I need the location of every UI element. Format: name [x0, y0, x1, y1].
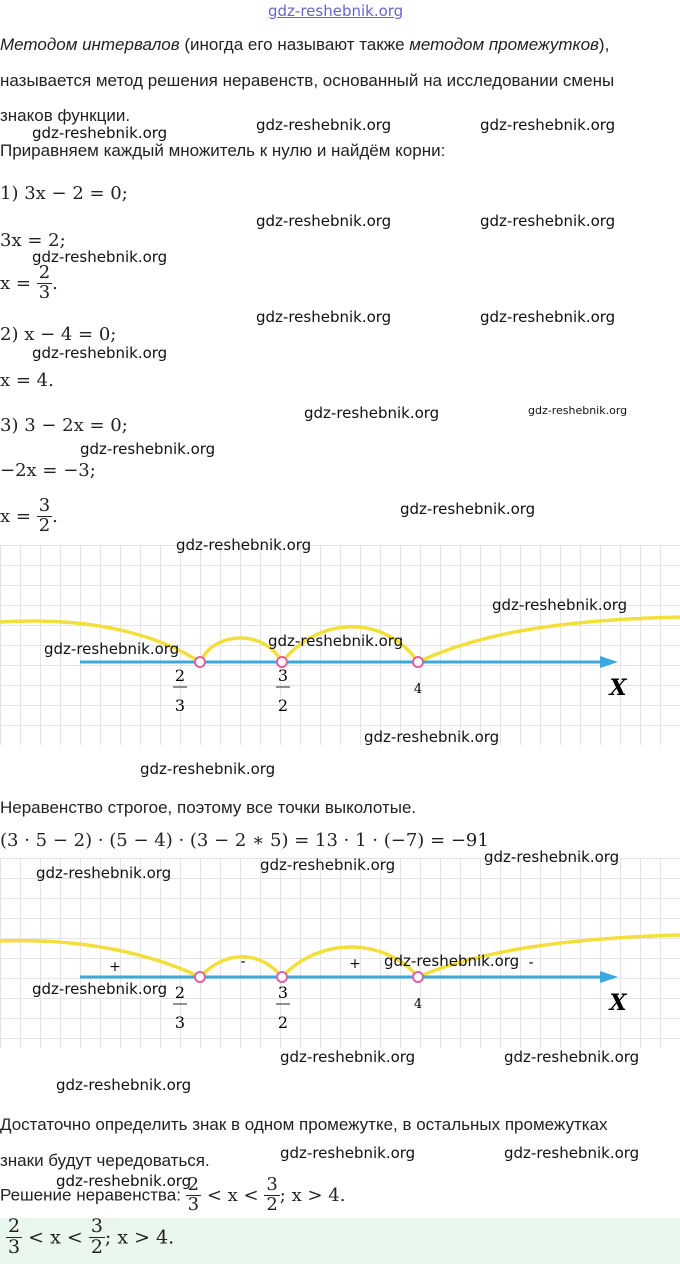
watermark: gdz-reshebnik.org [280, 1048, 416, 1066]
label2-b-den: 2 [277, 1013, 289, 1032]
answer-b-num: 3 [90, 1215, 103, 1237]
step3-equation: 3 − 2x = 0; [24, 415, 128, 436]
watermark: gdz-reshebnik.org [484, 848, 620, 866]
answer-frac-b [89, 1217, 105, 1258]
sign-2: - [240, 952, 246, 970]
watermark: gdz-reshebnik.org [504, 1144, 640, 1162]
intro-line-1 [0, 35, 609, 55]
solution-frac-b [264, 1176, 279, 1215]
watermark-top[interactable]: gdz-reshebnik.org [268, 2, 404, 20]
axis-label: X [609, 675, 627, 701]
conclusion-line-1: Достаточно определить знак в одном промежутке, в остальных промежутках [0, 1115, 608, 1134]
step1-fraction [37, 264, 52, 303]
step2-equation: x − 4 = 0; [24, 324, 117, 345]
roots-intro: Приравняем каждый множитель к нулю и найдём корни: [0, 141, 446, 160]
watermark: gdz-reshebnik.org [480, 308, 616, 326]
strict-note: Неравенство строгое, поэтому все точки выколотые. [0, 798, 417, 817]
label-b-den: 2 [277, 696, 289, 715]
step3-result [0, 497, 58, 536]
solution-b-num: 3 [266, 1174, 278, 1195]
answer-a-num: 2 [8, 1215, 21, 1237]
watermark: gdz-reshebnik.org [256, 308, 392, 326]
step2-eq1 [0, 324, 116, 345]
step3-dot: . [52, 505, 58, 527]
watermark: gdz-reshebnik.org [32, 248, 168, 266]
label-b-num: 3 [277, 666, 289, 685]
answer-b-den: 2 [90, 1235, 103, 1258]
label-a-num: 2 [174, 666, 186, 685]
watermark: gdz-reshebnik.org [260, 856, 396, 874]
watermark: gdz-reshebnik.org [256, 212, 392, 230]
solution-label: Решение неравенства: [0, 1185, 186, 1205]
solution-lt: < x < [201, 1184, 265, 1206]
point2-4 [413, 972, 423, 982]
step1-number: 1) [0, 183, 25, 204]
axis-arrow-icon [600, 656, 618, 668]
term-interval-method: Методом интервалов [0, 35, 180, 54]
watermark: gdz-reshebnik.org [56, 1172, 192, 1190]
watermark: gdz-reshebnik.org [400, 500, 536, 518]
watermark: gdz-reshebnik.org [140, 760, 276, 778]
step3-num: 3 [38, 495, 51, 516]
watermark: gdz-reshebnik.org [32, 980, 168, 998]
step2-number: 2) [0, 324, 25, 345]
answer-a-den: 3 [8, 1235, 21, 1258]
label2-a-den: 3 [174, 1013, 186, 1032]
sign-4: - [528, 953, 534, 971]
point2-3-2 [277, 972, 287, 982]
watermark: gdz-reshebnik.org [32, 124, 168, 142]
solution-rest: ; x > 4. [279, 1184, 346, 1206]
step1-eq2: 3x = 2; [0, 230, 66, 251]
solution-a-den: 3 [187, 1193, 200, 1215]
step3-x: x = [0, 505, 37, 527]
number-line-2 [0, 858, 680, 1048]
answer-frac-a [6, 1217, 22, 1258]
step3-number: 3) [0, 415, 25, 436]
term-gap-method: методом промежутков [409, 35, 599, 54]
watermark: gdz-reshebnik.org [528, 404, 628, 417]
watermark: gdz-reshebnik.org [492, 596, 628, 614]
step3-eq2: −2x = −3; [0, 460, 96, 481]
watermark: gdz-reshebnik.org [480, 116, 616, 134]
watermark: gdz-reshebnik.org [480, 212, 616, 230]
solution-b-den: 2 [266, 1193, 278, 1215]
step3-eq1 [0, 415, 128, 436]
step1-num: 2 [38, 262, 51, 283]
watermark: gdz-reshebnik.org [176, 536, 312, 554]
label-c: 4 [413, 682, 423, 697]
intro-line-2: называется метод решения неравенств, основанный на исследовании смены [0, 71, 615, 90]
watermark: gdz-reshebnik.org [364, 728, 500, 746]
label2-b-num: 3 [277, 983, 289, 1002]
intro-line-3: знаков функции. [0, 106, 131, 125]
watermark: gdz-reshebnik.org [304, 404, 440, 422]
check-calculation: (3 · 5 − 2) · (5 − 4) · (3 − 2 ∗ 5) = 13 · 1 · (−7) = −91 [0, 830, 489, 851]
arc-4 [418, 617, 680, 662]
watermark: gdz-reshebnik.org [32, 344, 168, 362]
intro-text-2: ), [598, 35, 610, 54]
label-a-den: 3 [174, 696, 186, 715]
number-line-panel-2 [0, 858, 680, 1048]
step1-den: 3 [38, 281, 51, 303]
solution-a-num: 2 [187, 1174, 200, 1195]
sign-1: + [109, 959, 121, 975]
watermark: gdz-reshebnik.org [384, 952, 520, 970]
point-2-3 [195, 657, 205, 667]
answer-rest: ; x > 4. [104, 1226, 175, 1249]
conclusion-line-2: знаки будут чередоваться. [0, 1151, 210, 1170]
arc2-1 [0, 941, 200, 977]
step1-x: x = [0, 272, 37, 294]
step3-den: 2 [38, 514, 51, 536]
sign-3: + [349, 956, 361, 972]
answer-expression [6, 1217, 174, 1258]
point-4 [413, 657, 423, 667]
intro-text-1: (иногда его называют также [179, 35, 410, 54]
point2-2-3 [195, 972, 205, 982]
label2-a-num: 2 [174, 983, 186, 1002]
watermark: gdz-reshebnik.org [36, 864, 172, 882]
step2-eq2: x = 4. [0, 370, 54, 391]
watermark: gdz-reshebnik.org [56, 1076, 192, 1094]
step3-fraction [37, 497, 52, 536]
step1-result [0, 264, 58, 303]
watermark: gdz-reshebnik.org [280, 1144, 416, 1162]
watermark: gdz-reshebnik.org [268, 632, 404, 650]
watermark: gdz-reshebnik.org [44, 640, 180, 658]
watermark: gdz-reshebnik.org [80, 440, 216, 458]
step1-eq1 [0, 183, 128, 204]
answer-lt: < x < [22, 1226, 89, 1249]
watermark: gdz-reshebnik.org [504, 1048, 640, 1066]
step1-equation: 3x − 2 = 0; [24, 183, 128, 204]
axis-arrow-icon-2 [600, 971, 618, 983]
label2-c: 4 [413, 997, 423, 1012]
step1-dot: . [52, 272, 58, 294]
watermark: gdz-reshebnik.org [256, 116, 392, 134]
answer-box [0, 1215, 680, 1264]
axis-label-2: X [609, 990, 627, 1016]
